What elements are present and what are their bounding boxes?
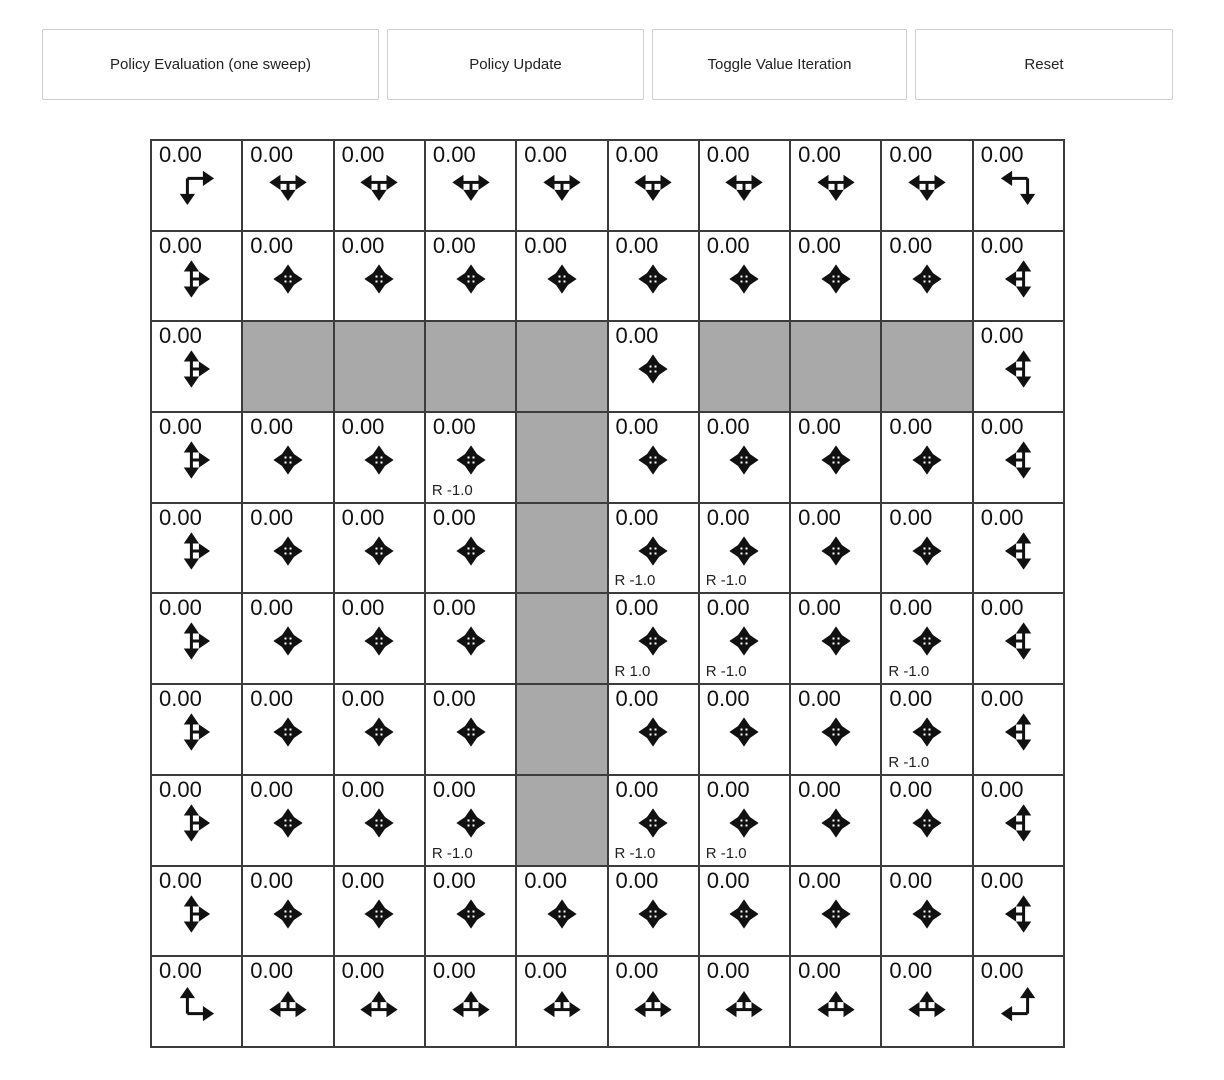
grid-cell-r7c3 [426,776,515,865]
state-value: 0.00 [706,414,750,440]
state-value: 0.00 [980,504,1024,530]
state-value: 0.00 [341,595,385,621]
policy-arrows-icon [627,888,679,940]
state-value: 0.00 [159,232,202,258]
state-value: 0.00 [615,595,659,621]
policy-arrows-icon [445,434,497,486]
grid-cell-r0c3 [426,141,515,230]
grid-cell-r9c2 [335,957,424,1046]
state-value: 0.00 [615,323,659,349]
grid-cell-r7c1 [243,776,332,865]
state-value: 0.00 [524,958,568,984]
state-value: 0.00 [706,867,750,893]
policy-evaluation-button[interactable]: Policy Evaluation (one sweep) [42,29,379,100]
grid-cell-r5c2 [335,594,424,683]
grid-cell-r9c3 [426,957,515,1046]
grid-cell-r9c9 [974,957,1063,1046]
grid-cell-r1c9 [974,232,1063,321]
policy-arrows-icon [627,525,679,577]
reward-label: R -1.0 [705,572,747,590]
policy-arrows-icon [262,797,314,849]
state-value: 0.00 [706,686,750,712]
grid-cell-r1c1 [243,232,332,321]
toolbar [42,29,1173,100]
grid-cell-r4c6 [700,504,789,593]
policy-arrows-icon [992,978,1044,1030]
reward-label: R -1.0 [614,572,656,590]
policy-arrows-icon [627,706,679,758]
grid-cell-r2c9 [974,322,1063,411]
grid-cell-r1c3 [426,232,515,321]
grid-cell-r7c0 [152,776,241,865]
state-value: 0.00 [889,776,933,802]
grid-cell-r5c5 [609,594,698,683]
state-value: 0.00 [432,504,476,530]
policy-arrows-icon [171,434,223,486]
grid-cell-r8c6 [700,867,789,956]
policy-arrows-icon [171,162,223,214]
grid-cell-r6c6 [700,685,789,774]
state-value: 0.00 [524,142,568,167]
grid-cell-r8c9 [974,867,1063,956]
policy-arrows-icon [810,162,862,214]
policy-arrows-icon [627,343,679,395]
policy-arrows-icon [901,978,953,1030]
policy-arrows-icon [718,706,770,758]
policy-arrows-icon [262,615,314,667]
policy-arrows-icon [810,434,862,486]
policy-arrows-icon [262,162,314,214]
grid-cell-r3c8 [882,413,971,502]
policy-arrows-icon [445,162,497,214]
grid-cell-r6c1 [243,685,332,774]
policy-arrows-icon [810,525,862,577]
policy-arrows-icon [353,253,405,305]
grid-cell-r9c4 [517,957,606,1046]
reward-label: R -1.0 [888,753,930,771]
state-value: 0.00 [615,414,659,440]
policy-arrows-icon [718,888,770,940]
policy-arrows-icon [445,797,497,849]
policy-arrows-icon [171,343,223,395]
policy-arrows-icon [992,343,1044,395]
wall-cell-r3c4 [517,413,606,502]
policy-arrows-icon [353,978,405,1030]
grid-cell-r8c7 [791,867,880,956]
gridworld [150,139,1065,1048]
policy-arrows-icon [901,162,953,214]
policy-arrows-icon [992,434,1044,486]
grid-cell-r3c9 [974,413,1063,502]
policy-arrows-icon [810,706,862,758]
policy-arrows-icon [992,615,1044,667]
policy-arrows-icon [627,615,679,667]
policy-arrows-icon [627,797,679,849]
grid-cell-r8c5 [609,867,698,956]
state-value: 0.00 [798,414,841,440]
policy-arrows-icon [810,253,862,305]
grid-cell-r6c2 [335,685,424,774]
grid-cell-r0c4 [517,141,606,230]
grid-cell-r5c7 [791,594,880,683]
grid-cell-r8c3 [426,867,515,956]
state-value: 0.00 [706,142,750,167]
state-value: 0.00 [250,232,294,258]
grid-cell-r3c3 [426,413,515,502]
state-value: 0.00 [798,595,841,621]
policy-arrows-icon [262,525,314,577]
state-value: 0.00 [250,958,294,984]
state-value: 0.00 [889,595,933,621]
grid-cell-r7c7 [791,776,880,865]
state-value: 0.00 [159,958,202,984]
policy-arrows-icon [353,797,405,849]
policy-arrows-icon [992,162,1044,214]
policy-arrows-icon [810,615,862,667]
grid-cell-r7c6 [700,776,789,865]
policy-arrows-icon [445,978,497,1030]
policy-arrows-icon [627,253,679,305]
state-value: 0.00 [524,232,568,258]
grid-cell-r4c2 [335,504,424,593]
state-value: 0.00 [706,232,750,258]
policy-arrows-icon [353,888,405,940]
policy-arrows-icon [992,706,1044,758]
wall-cell-r2c2 [335,322,424,411]
policy-arrows-icon [262,978,314,1030]
state-value: 0.00 [250,686,294,712]
state-value: 0.00 [798,232,841,258]
state-value: 0.00 [159,776,202,802]
grid-cell-r3c7 [791,413,880,502]
state-value: 0.00 [889,142,933,167]
policy-arrows-icon [718,434,770,486]
state-value: 0.00 [341,232,385,258]
grid-cell-r7c2 [335,776,424,865]
policy-arrows-icon [536,253,588,305]
policy-arrows-icon [627,978,679,1030]
policy-arrows-icon [353,525,405,577]
grid-cell-r5c8 [882,594,971,683]
state-value: 0.00 [980,232,1024,258]
grid-cell-r9c5 [609,957,698,1046]
grid-cell-r9c7 [791,957,880,1046]
grid-cell-r7c8 [882,776,971,865]
state-value: 0.00 [980,142,1024,167]
state-value: 0.00 [159,595,202,621]
state-value: 0.00 [889,958,933,984]
state-value: 0.00 [980,867,1024,893]
state-value: 0.00 [250,776,294,802]
policy-arrows-icon [901,615,953,667]
policy-arrows-icon [901,797,953,849]
state-value: 0.00 [798,776,841,802]
policy-arrows-icon [171,525,223,577]
state-value: 0.00 [706,595,750,621]
grid-cell-r3c0 [152,413,241,502]
state-value: 0.00 [250,867,294,893]
reward-label: R -1.0 [705,663,747,681]
state-value: 0.00 [432,686,476,712]
state-value: 0.00 [615,686,659,712]
grid-cell-r1c2 [335,232,424,321]
state-value: 0.00 [432,958,476,984]
policy-arrows-icon [901,434,953,486]
grid-cell-r9c8 [882,957,971,1046]
state-value: 0.00 [341,776,385,802]
policy-arrows-icon [536,888,588,940]
policy-arrows-icon [718,253,770,305]
wall-cell-r2c7 [791,322,880,411]
wall-cell-r5c4 [517,594,606,683]
policy-arrows-icon [353,434,405,486]
state-value: 0.00 [615,776,659,802]
state-value: 0.00 [798,686,841,712]
policy-arrows-icon [353,706,405,758]
policy-arrows-icon [171,253,223,305]
grid-cell-r4c7 [791,504,880,593]
state-value: 0.00 [615,142,659,167]
grid-cell-r0c6 [700,141,789,230]
grid-cell-r8c8 [882,867,971,956]
grid-cell-r5c9 [974,594,1063,683]
grid-cell-r0c7 [791,141,880,230]
grid-cell-r9c1 [243,957,332,1046]
grid-cell-r7c9 [974,776,1063,865]
policy-arrows-icon [992,253,1044,305]
state-value: 0.00 [706,958,750,984]
state-value: 0.00 [706,776,750,802]
state-value: 0.00 [159,323,202,349]
state-value: 0.00 [250,414,294,440]
state-value: 0.00 [615,232,659,258]
grid-cell-r3c1 [243,413,332,502]
grid-cell-r0c0 [152,141,241,230]
policy-arrows-icon [353,615,405,667]
policy-arrows-icon [262,706,314,758]
grid-cell-r6c3 [426,685,515,774]
grid-cell-r3c6 [700,413,789,502]
state-value: 0.00 [615,958,659,984]
reward-label: R -1.0 [431,844,473,862]
reward-label: R 1.0 [614,663,651,681]
policy-arrows-icon [627,434,679,486]
state-value: 0.00 [159,414,202,440]
policy-arrows-icon [810,978,862,1030]
wall-cell-r2c6 [700,322,789,411]
grid-cell-r4c8 [882,504,971,593]
policy-arrows-icon [445,253,497,305]
grid-cell-r8c0 [152,867,241,956]
state-value: 0.00 [980,686,1024,712]
policy-arrows-icon [627,162,679,214]
policy-arrows-icon [718,615,770,667]
policy-update-button[interactable]: Policy Update [387,29,644,100]
state-value: 0.00 [798,958,841,984]
state-value: 0.00 [980,323,1024,349]
state-value: 0.00 [341,686,385,712]
wall-cell-r4c4 [517,504,606,593]
grid-cell-r4c1 [243,504,332,593]
wall-cell-r2c8 [882,322,971,411]
state-value: 0.00 [250,142,294,167]
policy-arrows-icon [262,888,314,940]
grid-cell-r1c5 [609,232,698,321]
state-value: 0.00 [159,504,202,530]
reward-label: R -1.0 [431,481,473,499]
policy-arrows-icon [445,615,497,667]
policy-arrows-icon [992,888,1044,940]
policy-arrows-icon [536,978,588,1030]
state-value: 0.00 [889,232,933,258]
policy-arrows-icon [262,434,314,486]
policy-arrows-icon [445,706,497,758]
state-value: 0.00 [889,686,933,712]
policy-arrows-icon [901,706,953,758]
grid-cell-r5c1 [243,594,332,683]
policy-arrows-icon [901,525,953,577]
grid-cell-r5c0 [152,594,241,683]
grid-cell-r8c2 [335,867,424,956]
state-value: 0.00 [159,686,202,712]
state-value: 0.00 [432,414,476,440]
grid-cell-r0c9 [974,141,1063,230]
state-value: 0.00 [159,867,202,893]
grid-cell-r0c5 [609,141,698,230]
grid-cell-r1c0 [152,232,241,321]
policy-arrows-icon [171,978,223,1030]
state-value: 0.00 [432,142,476,167]
state-value: 0.00 [432,232,476,258]
grid-cell-r4c3 [426,504,515,593]
reward-label: R -1.0 [888,663,930,681]
grid-cell-r1c4 [517,232,606,321]
state-value: 0.00 [615,504,659,530]
policy-arrows-icon [992,797,1044,849]
grid-cell-r3c2 [335,413,424,502]
state-value: 0.00 [615,867,659,893]
policy-arrows-icon [718,797,770,849]
state-value: 0.00 [524,867,568,893]
state-value: 0.00 [432,776,476,802]
state-value: 0.00 [889,867,933,893]
grid-cell-r4c0 [152,504,241,593]
reward-label: R -1.0 [705,844,747,862]
grid-cell-r6c7 [791,685,880,774]
policy-arrows-icon [810,797,862,849]
reward-label: R -1.0 [614,844,656,862]
state-value: 0.00 [889,504,933,530]
grid-cell-r1c7 [791,232,880,321]
grid-cell-r4c9 [974,504,1063,593]
wall-cell-r2c3 [426,322,515,411]
policy-arrows-icon [901,253,953,305]
grid-cell-r1c6 [700,232,789,321]
grid-cell-r0c1 [243,141,332,230]
wall-cell-r6c4 [517,685,606,774]
wall-cell-r2c4 [517,322,606,411]
state-value: 0.00 [341,504,385,530]
policy-arrows-icon [171,615,223,667]
grid-cell-r8c4 [517,867,606,956]
policy-arrows-icon [718,525,770,577]
state-value: 0.00 [432,595,476,621]
grid-cell-r2c0 [152,322,241,411]
grid-cell-r8c1 [243,867,332,956]
state-value: 0.00 [706,504,750,530]
policy-arrows-icon [718,978,770,1030]
policy-arrows-icon [171,706,223,758]
grid-cell-r9c0 [152,957,241,1046]
grid-cell-r0c8 [882,141,971,230]
state-value: 0.00 [341,414,385,440]
wall-cell-r2c1 [243,322,332,411]
grid-cell-r6c0 [152,685,241,774]
policy-arrows-icon [718,162,770,214]
wall-cell-r7c4 [517,776,606,865]
state-value: 0.00 [798,867,841,893]
state-value: 0.00 [980,595,1024,621]
toggle-value-iteration-button[interactable]: Toggle Value Iteration [652,29,907,100]
grid-cell-r6c9 [974,685,1063,774]
grid-cell-r2c5 [609,322,698,411]
policy-arrows-icon [171,888,223,940]
grid-cell-r1c8 [882,232,971,321]
state-value: 0.00 [798,504,841,530]
state-value: 0.00 [341,867,385,893]
policy-arrows-icon [536,162,588,214]
policy-arrows-icon [262,253,314,305]
state-value: 0.00 [980,776,1024,802]
grid-cell-r4c5 [609,504,698,593]
state-value: 0.00 [250,595,294,621]
policy-arrows-icon [810,888,862,940]
policy-arrows-icon [992,525,1044,577]
policy-arrows-icon [445,888,497,940]
state-value: 0.00 [432,867,476,893]
state-value: 0.00 [250,504,294,530]
state-value: 0.00 [889,414,933,440]
grid-cell-r5c3 [426,594,515,683]
policy-arrows-icon [445,525,497,577]
grid-cell-r9c6 [700,957,789,1046]
state-value: 0.00 [341,958,385,984]
state-value: 0.00 [798,142,841,167]
grid-cell-r6c5 [609,685,698,774]
policy-arrows-icon [353,162,405,214]
state-value: 0.00 [159,142,202,167]
grid-cell-r0c2 [335,141,424,230]
grid-cell-r7c5 [609,776,698,865]
state-value: 0.00 [341,142,385,167]
grid-cell-r5c6 [700,594,789,683]
state-value: 0.00 [980,414,1024,440]
state-value: 0.00 [980,958,1024,984]
policy-arrows-icon [171,797,223,849]
policy-arrows-icon [901,888,953,940]
grid-cell-r6c8 [882,685,971,774]
reset-button[interactable]: Reset [915,29,1173,100]
grid-cell-r3c5 [609,413,698,502]
